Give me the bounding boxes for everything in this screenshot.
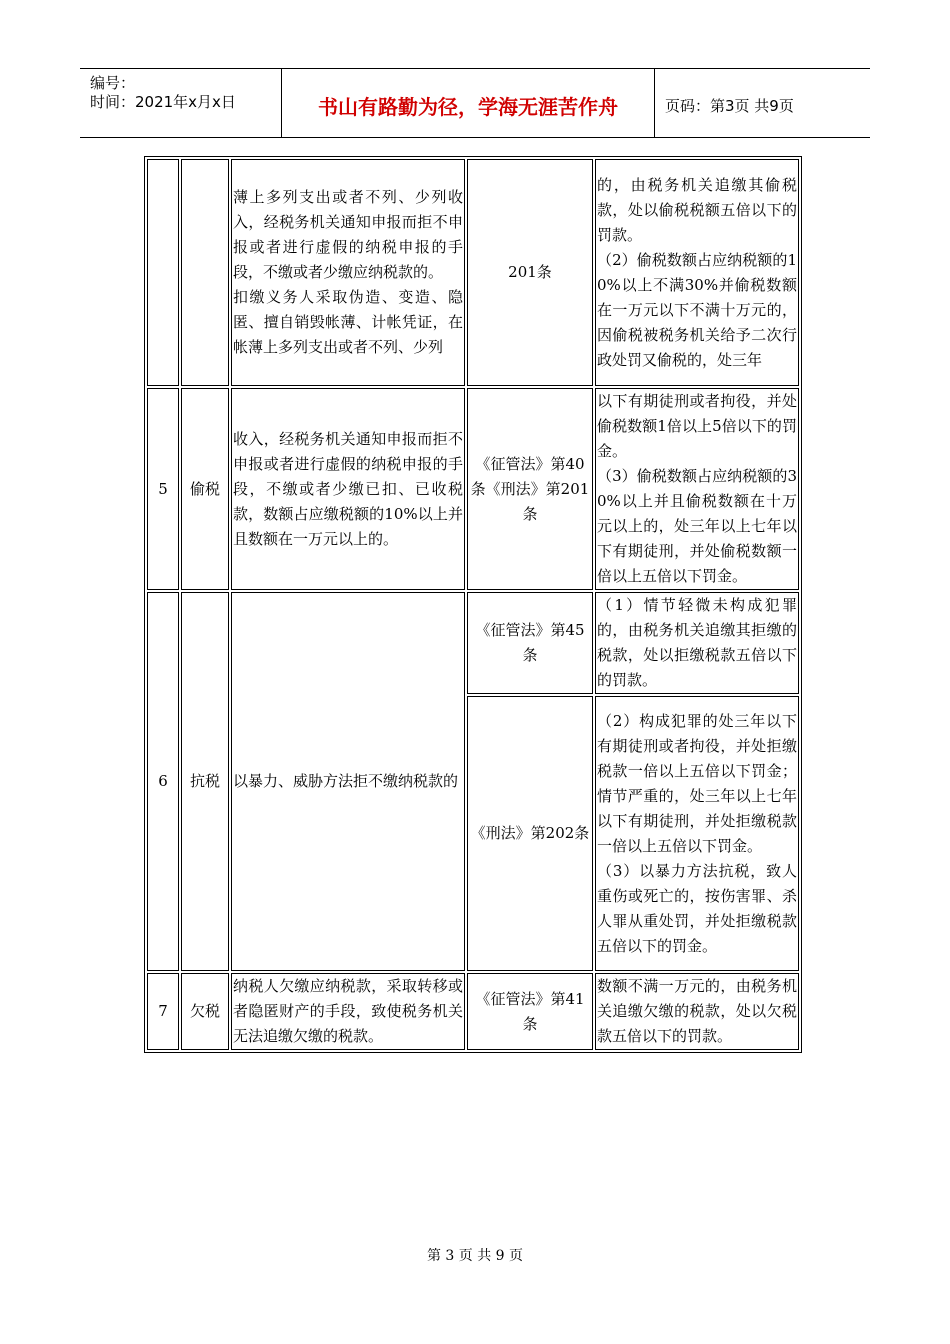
law-reference-cell: 《刑法》第202条: [467, 696, 593, 971]
header-meta-cell: [80, 69, 282, 137]
header-motto-cell: [282, 69, 655, 137]
description-paragraph: 扣缴义务人采取伪造、变造、隐匿、擅自销毁帐薄、计帐凭证，在帐薄上多列支出或者不列、少列: [233, 288, 463, 356]
page-footer: 第 3 页 共 9 页: [426, 1248, 524, 1264]
description-paragraph: 薄上多列支出或者不列、少列收入，经税务机关通知申报而拒不申报或者进行虚假的纳税申报的手段，不缴或者少缴应纳税款的。: [233, 188, 463, 281]
description-cell: [231, 388, 465, 590]
penalty-paragraph: （2）构成犯罪的处三年以下有期徒刑或者拘役，并处拒缴税款一倍以上五倍以下罚金；情节严重的，处三年以上七年以下有期徒刑，并处拒缴税款一倍以上五倍以下罚金。: [597, 711, 797, 855]
table-row: [147, 592, 799, 694]
description-cell: [231, 592, 465, 971]
penalty-paragraph: 的，由税务机关追缴其偷税款，处以偷税税额五倍以下的罚款。: [597, 175, 797, 244]
penalty-cell: [595, 592, 799, 694]
tax-violation-table: [144, 156, 802, 1053]
header-page-code: 页码：第3页 共9页: [665, 97, 794, 115]
violation-type-cell: 欠税: [181, 973, 229, 1050]
penalty-cell: [595, 973, 799, 1050]
violation-type-cell: 抗税: [181, 592, 229, 971]
law-reference-cell: 《征管法》第41条: [467, 973, 593, 1050]
penalty-paragraph: （3）以暴力方法抗税，致人重伤或死亡的，按伤害罪、杀人罪从重处罚，并处拒缴税款五倍以下的罚金。: [597, 861, 797, 955]
description-cell: [231, 159, 465, 386]
penalty-cell: [595, 159, 799, 386]
violation-type-cell: 偷税: [181, 388, 229, 590]
header-motto: 书山有路勤为径，学海无涯苦作舟: [318, 95, 618, 119]
row-number-cell: 6: [147, 592, 179, 971]
penalty-paragraph: （1）情节轻微未构成犯罪的，由税务机关追缴其拒缴的税款，处以拒缴税款五倍以下的罚款。: [597, 596, 797, 689]
penalty-paragraph: 以下有期徒刑或者拘役，并处偷税数额1倍以上5倍以下的罚金。: [597, 392, 797, 460]
description-paragraph: 纳税人欠缴应纳税款，采取转移或者隐匿财产的手段，致使税务机关无法追缴欠缴的税款。: [233, 977, 463, 1045]
page-header: [80, 68, 870, 138]
law-reference-cell: 《征管法》第40条《刑法》第201条: [467, 388, 593, 590]
row-number-cell: [147, 159, 179, 386]
penalty-paragraph: （2）偷税数额占应纳税额的10%以上不满30%并偷税数额在一万元以下不满十万元的，因偷税被税务机关给予二次行政处罚又偷税的，处三年: [597, 250, 797, 369]
law-reference-cell: 201条: [467, 159, 593, 386]
document-date: 时间：2021年x月x日: [90, 93, 236, 111]
table-row: [147, 159, 799, 386]
violation-type-cell: [181, 159, 229, 386]
row-number-cell: 7: [147, 973, 179, 1050]
header-page-cell: [655, 69, 870, 137]
penalty-cell: [595, 388, 799, 590]
penalty-cell: [595, 696, 799, 971]
document-number-label: 编号：: [90, 74, 136, 92]
table-row: [147, 388, 799, 590]
penalty-paragraph: 数额不满一万元的，由税务机关追缴欠缴的税款，处以欠税款五倍以下的罚款。: [597, 977, 797, 1045]
description-paragraph: 以暴力、威胁方法拒不缴纳税款的: [233, 772, 459, 790]
description-paragraph: 收入，经税务机关通知申报而拒不申报或者进行虚假的纳税申报的手段，不缴或者少缴已扣、已收税款，数额占应缴税额的10%以上并且数额在一万元以上的。: [233, 429, 463, 548]
table-row: [147, 973, 799, 1050]
law-reference-cell: 《征管法》第45条: [467, 592, 593, 694]
description-cell: [231, 973, 465, 1050]
penalty-paragraph: （3）偷税数额占应纳税额的30%以上并且偷税数额在十万元以上的，处三年以上七年以下有期徒刑，并处偷税数额一倍以上五倍以下罚金。: [597, 467, 797, 585]
row-number-cell: 5: [147, 388, 179, 590]
